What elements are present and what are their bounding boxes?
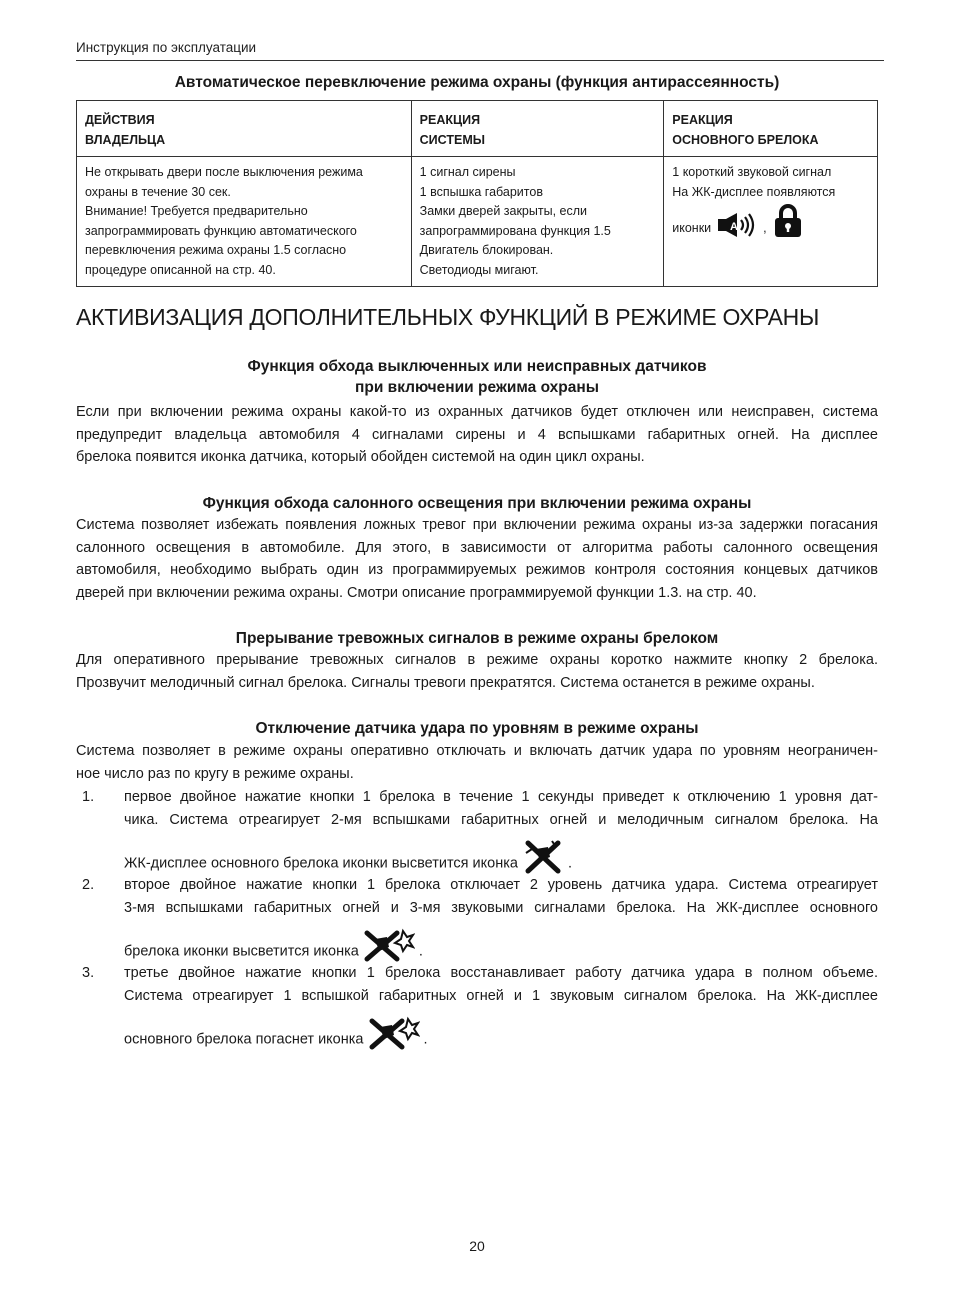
list-number: 2. [82,877,95,893]
column-header-system: РЕАКЦИЯ СИСТЕМЫ [411,101,664,157]
table-header-row [77,101,878,157]
sub1-title: Функция обхода выключенных или неисправных датчиков при включении режима охраны [247,358,707,396]
icons-label: иконки [672,220,712,235]
svg-text:A: A [730,221,739,233]
shock-sensor-level2-icon [368,1015,420,1051]
sub3-paragraph: Для оперативного прерывание тревожных сигналов в режиме охраны коротко нажмите кнопку 2 брелока. Прозвучит мелодичный сигнал брелока. Сигналы тревоги прекратятся. Система останется в режиме охраны. [76,652,878,691]
running-header: Инструкция по эксплуатации [76,40,257,55]
shock-sensor-icon [522,839,564,875]
speaker-a-icon [717,212,757,238]
cell-system-reaction: 1 сигнал сирены 1 вспышка габаритов Замки дверей закрыты, если запрограммирована функция 1.5 Двигатель блокирован. Светодиоды мигают. [411,157,664,287]
column-header-owner: ДЕЙСТВИЯ ВЛАДЕЛЬЦА [77,101,412,157]
sub2-title: Функция обхода салонного освещения при включении режима охраны [202,495,752,512]
padlock-icon [773,204,803,238]
fob-icons-line [672,204,869,238]
icons-separator: , [763,220,767,235]
shock-sensor-level2-icon [363,927,415,963]
list-number: 1. [82,789,95,805]
sub1-paragraph: Если при включении режима охраны какой-то из охранных датчиков будет отключен или неисправен, система предупредит владельца автомобиля 4 сигналами сирены и 4 вспышками габаритных огней. На дисплее брелока появится иконка датчика, который обойден системой на один цикл охраны. [76,404,878,466]
sub4-paragraph: Система позволяет в режиме охраны оперативно отключать и включать датчик удара по уровням неограничен- ное число раз по кругу в режиме охраны. [76,743,878,782]
sub4-title: Отключение датчика удара по уровням в режиме охраны [255,720,699,737]
table-title: Автоматическое перевключение режима охраны (функция антирассеянность) [174,74,780,91]
cell-owner-actions: Не открывать двери после выключения режима охраны в течение 30 сек. Внимание! Требуется предварительно запрограммировать функцию автоматического перевключения режима охраны 1.5 согласно процедуре описанной на стр. 40. [77,157,412,287]
sub2-paragraph: Система позволяет избежать появления ложных тревог при включении режима охраны из-за задержки погасания салонного освещения в автомобиле. Для этого, в зависимости от алгоритма работы салонного освещения автомобиля, необходимо выбрать один из программируемых режимов контроля состояния концевых датчиков дверей при включении режима охраны. Смотри описание программируемой функции 1.3. на стр. 40. [76,517,878,602]
sub3-title: Прерывание тревожных сигналов в режиме охраны брелоком [235,630,719,647]
table-row [77,157,878,287]
list-number: 3. [82,965,95,981]
cell-fob-reaction: 1 короткий звуковой сигнал На ЖК-дисплее появляются иконки A , [664,157,878,287]
mode-table [76,100,878,287]
header-rule [76,60,884,61]
column-header-fob: РЕАКЦИЯ ОСНОВНОГО БРЕЛОКА [664,101,878,157]
section-title: АКТИВИЗАЦИЯ ДОПОЛНИТЕЛЬНЫХ ФУНКЦИЙ В РЕЖИМЕ ОХРАНЫ [76,304,820,330]
page-number: 20 [469,1238,485,1254]
